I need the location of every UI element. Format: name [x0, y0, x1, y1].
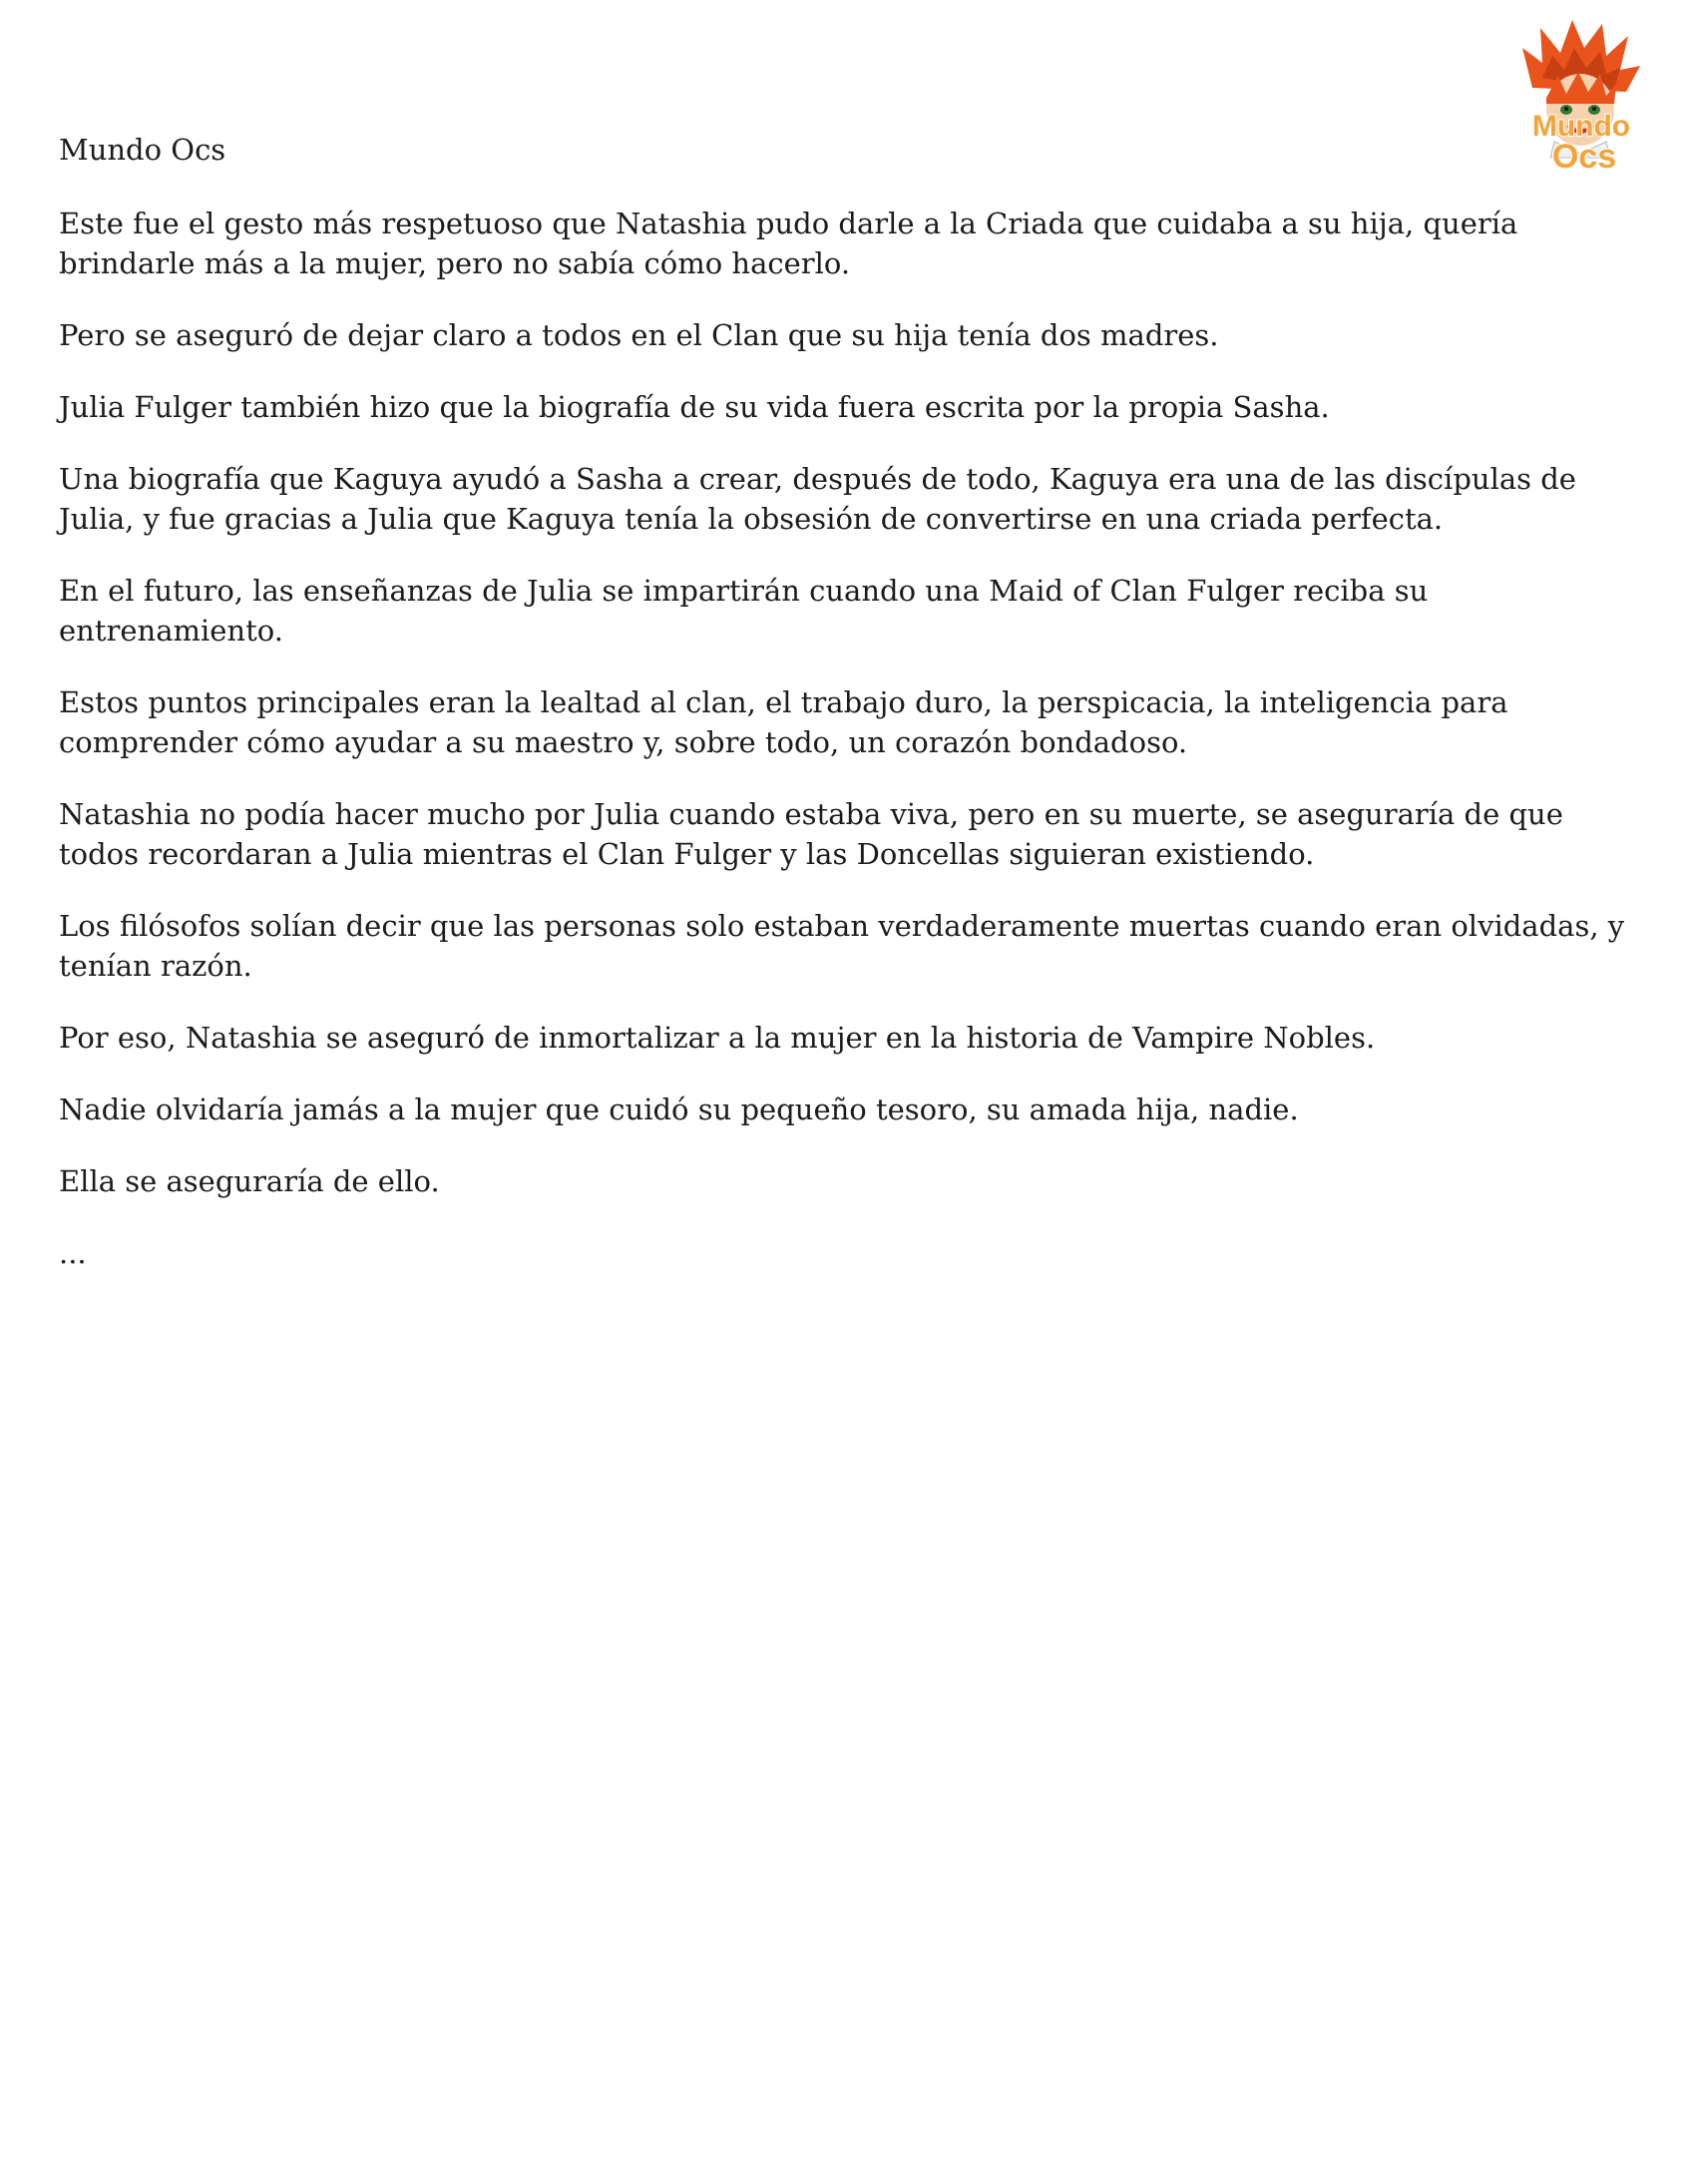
paragraph: Ella se aseguraría de ello. — [59, 1164, 440, 1198]
paragraph: Una biografía que Kaguya ayudó a Sasha a crear, después de todo, Kaguya era una de las discípulas de Julia, y fue gracias a Julia que Kaguya tenía la obsesión de convertirse en una criada perfecta. — [59, 462, 1576, 536]
paragraph: Este fue el gesto más respetuoso que Natashia pudo darle a la Criada que cuidaba a su hija, quería brindarle más a la mujer, pero no sabía cómo hacerlo. — [59, 207, 1518, 280]
paragraph: Los filósofos solían decir que las personas solo estaban verdaderamente muertas cuando eran olvidadas, y tenían razón. — [59, 909, 1625, 983]
ellipsis: ... — [59, 1236, 87, 1270]
paragraph: Nadie olvidaría jamás a la mujer que cuidó su pequeño tesoro, su amada hija, nadie. — [59, 1092, 1299, 1126]
paragraph: Estos puntos principales eran la lealtad al clan, el trabajo duro, la perspicacia, la inteligencia para comprender cómo ayudar a su maestro y, sobre todo, un corazón bondadoso. — [59, 685, 1508, 759]
document-heading: Mundo Ocs — [59, 133, 226, 167]
paragraph: Natashia no podía hacer mucho por Julia cuando estaba viva, pero en su muerte, se aseguraría de que todos recordaran a Julia mientras el Clan Fulger y las Doncellas siguieran existiendo. — [59, 797, 1563, 871]
logo-text-line2: Ocs — [1551, 138, 1617, 176]
paragraph: Por eso, Natashia se aseguró de inmortalizar a la mujer en la historia de Vampire Nobles. — [59, 1021, 1376, 1055]
paragraph: En el futuro, las enseñanzas de Julia se impartirán cuando una Maid of Clan Fulger reciba su entrenamiento. — [59, 574, 1429, 648]
logo-text-line1: Mundo — [1531, 110, 1631, 143]
paragraph: Julia Fulger también hizo que la biografía de su vida fuera escrita por la propia Sasha. — [59, 390, 1330, 424]
paragraph: Pero se aseguró de dejar claro a todos en el Clan que su hija tenía dos madres. — [59, 318, 1219, 352]
document-body — [59, 130, 1645, 1305]
